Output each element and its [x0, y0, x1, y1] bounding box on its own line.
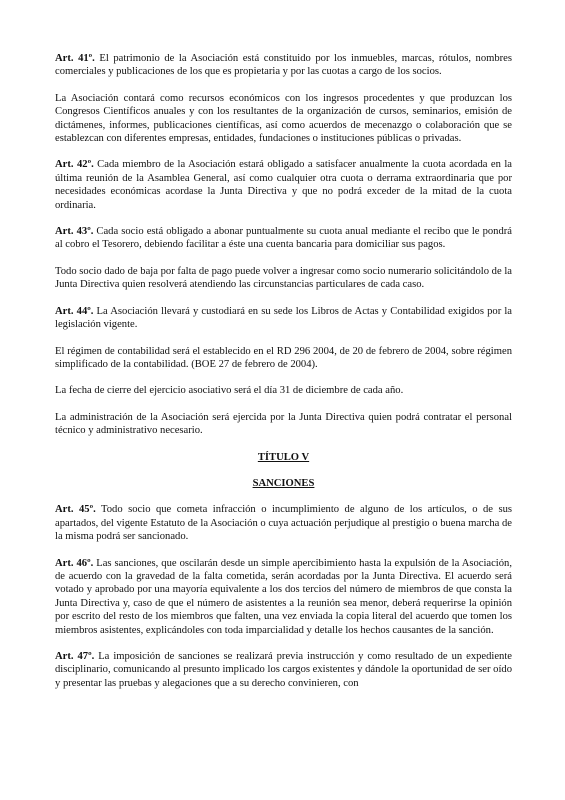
article-label: Art. 47º.: [55, 651, 95, 662]
article-41-paragraph: [55, 52, 512, 79]
article-text: La imposición de sanciones se realizará previa instrucción y como resultado de un expediente disciplinario, comunicando al presunto implicado los cargos existentes y dándole la oportunidad de ser oído y presentar las pruebas y alegaciones que a su derecho convinieren, con: [55, 651, 512, 689]
article-42-paragraph: [55, 158, 512, 212]
article-label: Art. 44º.: [55, 305, 94, 317]
document-page: [55, 52, 512, 703]
administration-paragraph: La administración de la Asociación será ejercida por la Junta Directiva quien podrá contratar el personal técnico y administrativo necesario.: [55, 411, 512, 437]
fiscal-year-paragraph: La fecha de cierre del ejercicio asociativo será el día 31 de diciembre de cada año.: [55, 385, 404, 397]
article-text: La Asociación llevará y custodiará en su sede los Libros de Actas y Contabilidad exigidos por la legislación vigente.: [55, 305, 512, 331]
article-label: Art. 43º.: [55, 226, 94, 238]
article-text: Cada miembro de la Asociación estará obligado a satisfacer anualmente la cuota acordada en la última reunión de la Asamblea General, así como cualquier otra cuota o derrama extraordinaria que por necesidades económicas acordase la Junta Directiva y que no podrá exceder de la mitad de la cuota ordinaria.: [55, 159, 512, 211]
article-label: Art. 42º.: [55, 159, 94, 171]
article-45-paragraph: [55, 503, 512, 543]
article-label: Art. 46º.: [55, 557, 94, 569]
article-47-paragraph: [55, 650, 512, 690]
article-text: Cada socio está obligado a abonar puntualmente su cuota anual mediante el recibo que le pondrá al cobro el Tesorero, debiendo facilitar a éste una cuenta bancaria para domiciliar sus pagos.: [55, 226, 512, 251]
readmission-paragraph: Todo socio dado de baja por falta de pago puede volver a ingresar como socio numerario solicitándolo de la Junta Directiva quien resolverá atendiendo las circunstancias particulares de cada caso.: [55, 265, 512, 291]
accounting-regime-paragraph: El régimen de contabilidad será el establecido en el RD 296 2004, de 20 de febrero de 2004, sobre régimen simplificado de la contabilidad. (BOE 27 de febrero de 2004).: [55, 345, 512, 370]
article-44-paragraph: [55, 305, 512, 332]
article-text: El patrimonio de la Asociación está constituido por los inmuebles, marcas, rótulos, nombres comerciales y publicaciones de los que es propietaria y por las cuotas a cargo de los socios.: [55, 53, 513, 78]
article-46-paragraph: [55, 557, 512, 637]
title-heading: TÍTULO V: [257, 451, 310, 463]
article-label: Art. 45º.: [55, 504, 96, 516]
article-43-paragraph: [55, 225, 512, 252]
article-text: Todo socio que cometa infracción o incumplimiento de alguno de los artículos, o de sus apartados, del vigente Estatuto de la Asociación o cuya actuación perjudique al prestigio o buena marcha de la misma podrá ser sancionado.: [55, 504, 512, 543]
article-label: Art. 41º.: [55, 53, 95, 64]
section-heading: SANCIONES: [252, 477, 315, 489]
article-text: Las sanciones, que oscilarán desde un simple apercibimiento hasta la expulsión de la Asociación, de acuerdo con la gravedad de la falta cometida, serán acordadas por la Junta Directiva. El acuerdo será votado y aprobado por una mayoría equivalente a los dos tercios del número de miembros de que consta la Junta Directiva y, caso de que el número de asistentes a la reunión sea menor, deberá requerirse la opinión por escrito del resto de los miembros que falten, una vez enviada la copia literal del acuerdo que tomen los miembros asistentes, explicándoles con toda imparcialidad y detalle los hechos causantes de la sanción.: [55, 557, 512, 636]
resources-paragraph: La Asociación contará como recursos económicos con los ingresos procedentes y que produzcan los Congresos Científicos anuales y con los resultantes de la organización de cursos, seminarios, emisión de dictámenes, informes, publicaciones científicas, así como acuerdos de mecenazgo o colaboración que se establezcan con diferentes empresas, entidades, fundaciones o instituciones públicas o privadas.: [55, 92, 512, 145]
